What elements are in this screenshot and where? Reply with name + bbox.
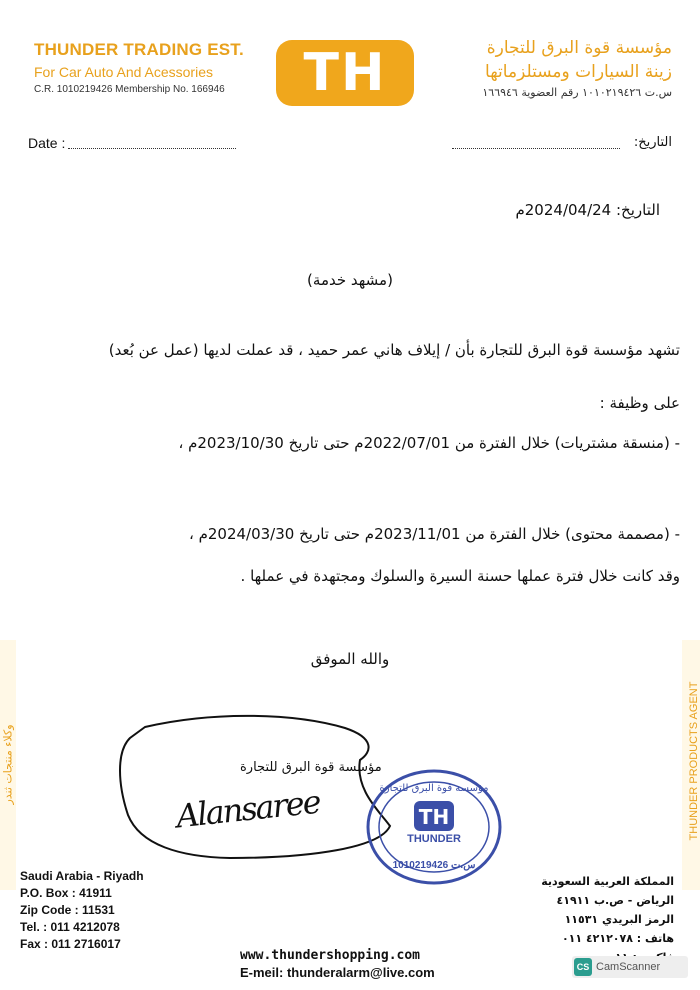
footer-address-en bbox=[20, 868, 144, 953]
signature-company: مؤسسة قوة البرق للتجارة bbox=[240, 760, 382, 775]
letter-line-2: على وظيفة : bbox=[599, 394, 680, 412]
stamp-brand: THUNDER bbox=[407, 833, 461, 845]
company-name-ar: مؤسسة قوة البرق للتجارة bbox=[486, 38, 672, 58]
letter-subject: (مشهد خدمة) bbox=[307, 271, 393, 289]
letter-line-3: - (منسقة مشتريات) خلال الفترة من 2022/07/01م حتى تاريخ 2023/10/30م ، bbox=[178, 434, 680, 452]
stamp-arc-text: مؤسسة قوة البرق للتجارة bbox=[379, 783, 489, 794]
letter-line-5: وقد كانت خلال فترة عملها حسنة السيرة والسلوك ومجتهدة في عملها . bbox=[240, 567, 680, 585]
company-tagline-ar: زينة السيارات ومستلزماتها bbox=[485, 62, 672, 82]
stamp-center-text: TH bbox=[418, 805, 450, 829]
letter-date: التاريخ: 2024/04/24م bbox=[515, 201, 660, 219]
date-label-en: Date : bbox=[28, 135, 66, 151]
camscanner-icon: CS bbox=[574, 958, 592, 976]
side-text-left: وكلاء منتجات ثندر bbox=[1, 724, 15, 805]
footer-website[interactable]: www.thundershopping.com bbox=[240, 948, 421, 963]
date-label-ar: التاريخ: bbox=[633, 135, 672, 150]
letter-line-4: - (مصممة محتوى) خلال الفترة من 2023/11/01م حتى تاريخ 2024/03/30م ، bbox=[188, 525, 680, 543]
side-text-right: THUNDER PRODUCTS AGENT bbox=[688, 681, 700, 841]
footer-en-line: P.O. Box : 41911 bbox=[20, 886, 112, 900]
footer-en-line: Tel. : 011 4212078 bbox=[20, 920, 120, 934]
footer-ar-line: الرمز البريدي ١١٥٣١ bbox=[564, 913, 674, 926]
letter-line-1: تشهد مؤسسة قوة البرق للتجارة بأن / إيلاف هاني عمر حميد ، قد عملت لديها (عمل عن بُعد) bbox=[108, 341, 680, 359]
registration-en: C.R. 1010219426 Membership No. 166946 bbox=[34, 84, 225, 95]
footer-ar-line: هاتف : ٤٢١٢٠٧٨ ٠١١ bbox=[561, 932, 674, 945]
letter-closing: والله الموفق bbox=[310, 650, 390, 668]
footer-address-ar bbox=[541, 872, 674, 967]
footer-email[interactable]: E-meil: thunderalarm@live.com bbox=[240, 965, 435, 980]
camscanner-watermark bbox=[572, 956, 688, 978]
footer-en-line: Saudi Arabia - Riyadh bbox=[20, 869, 144, 883]
footer-en-line: Zip Code : 11531 bbox=[20, 903, 115, 917]
stamp-number: 1010219426 س.ت bbox=[392, 860, 476, 871]
company-tagline-en: For Car Auto And Acessories bbox=[34, 64, 213, 80]
registration-ar: س.ت ١٠١٠٢١٩٤٢٦ رقم العضوية ١٦٦٩٤٦ bbox=[482, 86, 672, 99]
logo-text: TH bbox=[303, 43, 387, 103]
footer-en-line: Fax : 011 2716017 bbox=[20, 937, 121, 951]
footer-ar-line: الرياض - ص.ب ٤١٩١١ bbox=[556, 894, 674, 907]
camscanner-label: CamScanner bbox=[596, 961, 661, 973]
company-stamp bbox=[366, 768, 502, 886]
signature-script: Alansaree bbox=[174, 782, 322, 836]
company-name-en: THUNDER TRADING EST. bbox=[34, 40, 244, 59]
footer-ar-line: المملكة العربية السعودية bbox=[541, 875, 674, 888]
